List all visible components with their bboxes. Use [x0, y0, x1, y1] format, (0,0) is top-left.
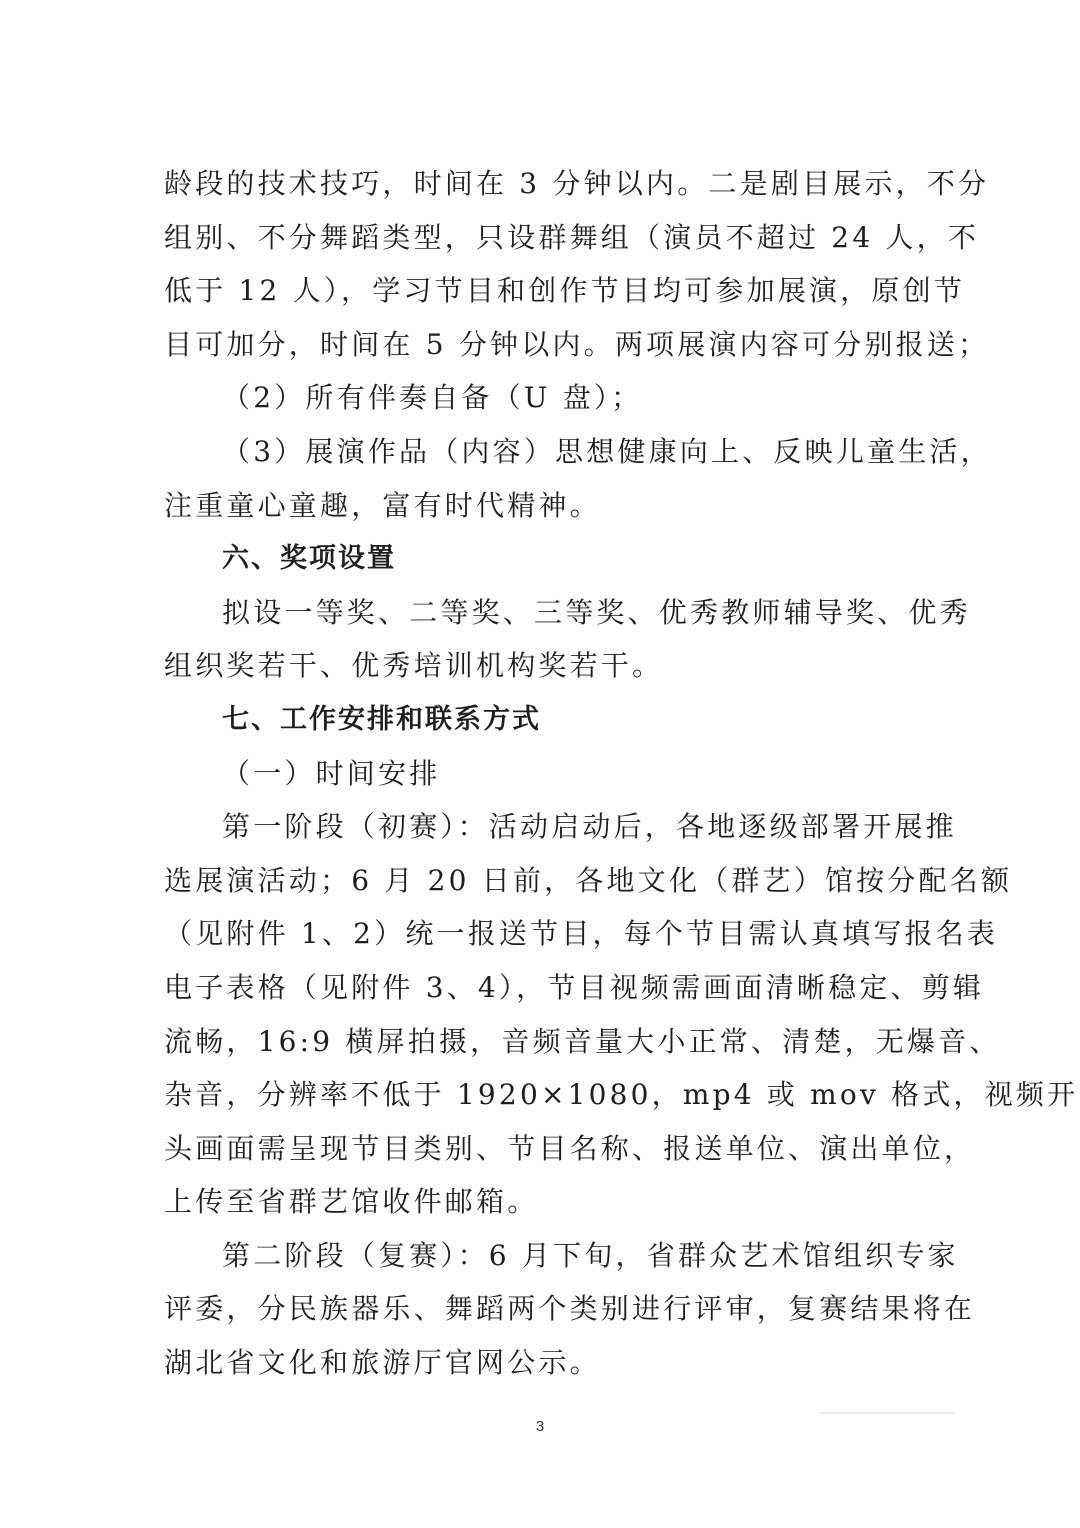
text-line: 电子表格（见附件 3、4），节目视频需画面清晰稳定、剪辑 [164, 970, 985, 1004]
text-line: 组织奖若干、优秀培训机构奖若干。 [164, 649, 664, 683]
section-heading: 七、工作安排和联系方式 [222, 703, 541, 735]
document-body [164, 157, 1079, 1390]
text-line: 头画面需呈现节目类别、节目名称、报送单位、演出单位， [164, 1131, 976, 1165]
text-line: 杂音，分辨率不低于 1920×1080，mp4 或 mov 格式，视频开 [164, 1078, 1079, 1112]
section-heading: 六、奖项设置 [222, 543, 396, 575]
text-line: 龄段的技术技巧，时间在 3 分钟以内。二是剧目展示，不分 [164, 167, 990, 200]
text-line: （一）时间安排 [222, 756, 441, 790]
text-line: 上传至省群艺馆收件邮箱。 [164, 1185, 539, 1219]
text-line: 第二阶段（复赛）：6 月下旬，省群众艺术馆组织专家 [222, 1238, 959, 1272]
text-line: 拟设一等奖、二等奖、三等奖、优秀教师辅导奖、优秀 [222, 595, 971, 629]
text-line: 目可加分，时间在 5 分钟以内。两项展演内容可分别报送； [164, 327, 990, 361]
text-line: 湖北省文化和旅游厅官网公示。 [164, 1346, 601, 1380]
text-line: 选展演活动；6 月 20 日前，各地文化（群艺）馆按分配名额 [164, 863, 1013, 897]
text-line: （见附件 1、2）统一报送节目，每个节目需认真填写报名表 [164, 917, 999, 951]
text-line: 组别、不分舞蹈类型，只设群舞组（演员不超过 24 人，不 [164, 220, 980, 254]
text-line: （2）所有伴奏自备（U 盘）； [222, 381, 643, 415]
page-number: 3 [535, 1418, 545, 1435]
text-line: 第一阶段（初赛）：活动启动后，各地逐级部署开展推 [222, 810, 957, 844]
text-line: （3）展演作品（内容）思想健康向上、反映儿童生活， [222, 434, 992, 468]
text-line: 注重童心童趣，富有时代精神。 [164, 488, 601, 522]
text-line: 流畅，16:9 横屏拍摄，音频音量大小正常、清楚，无爆音、 [164, 1024, 1001, 1058]
text-line: 低于 12 人），学习节目和创作节目均可参加展演，原创节 [164, 274, 966, 308]
scan-artifact-line [820, 1412, 955, 1414]
text-line: 评委，分民族器乐、舞蹈两个类别进行评审，复赛结果将在 [164, 1292, 976, 1326]
